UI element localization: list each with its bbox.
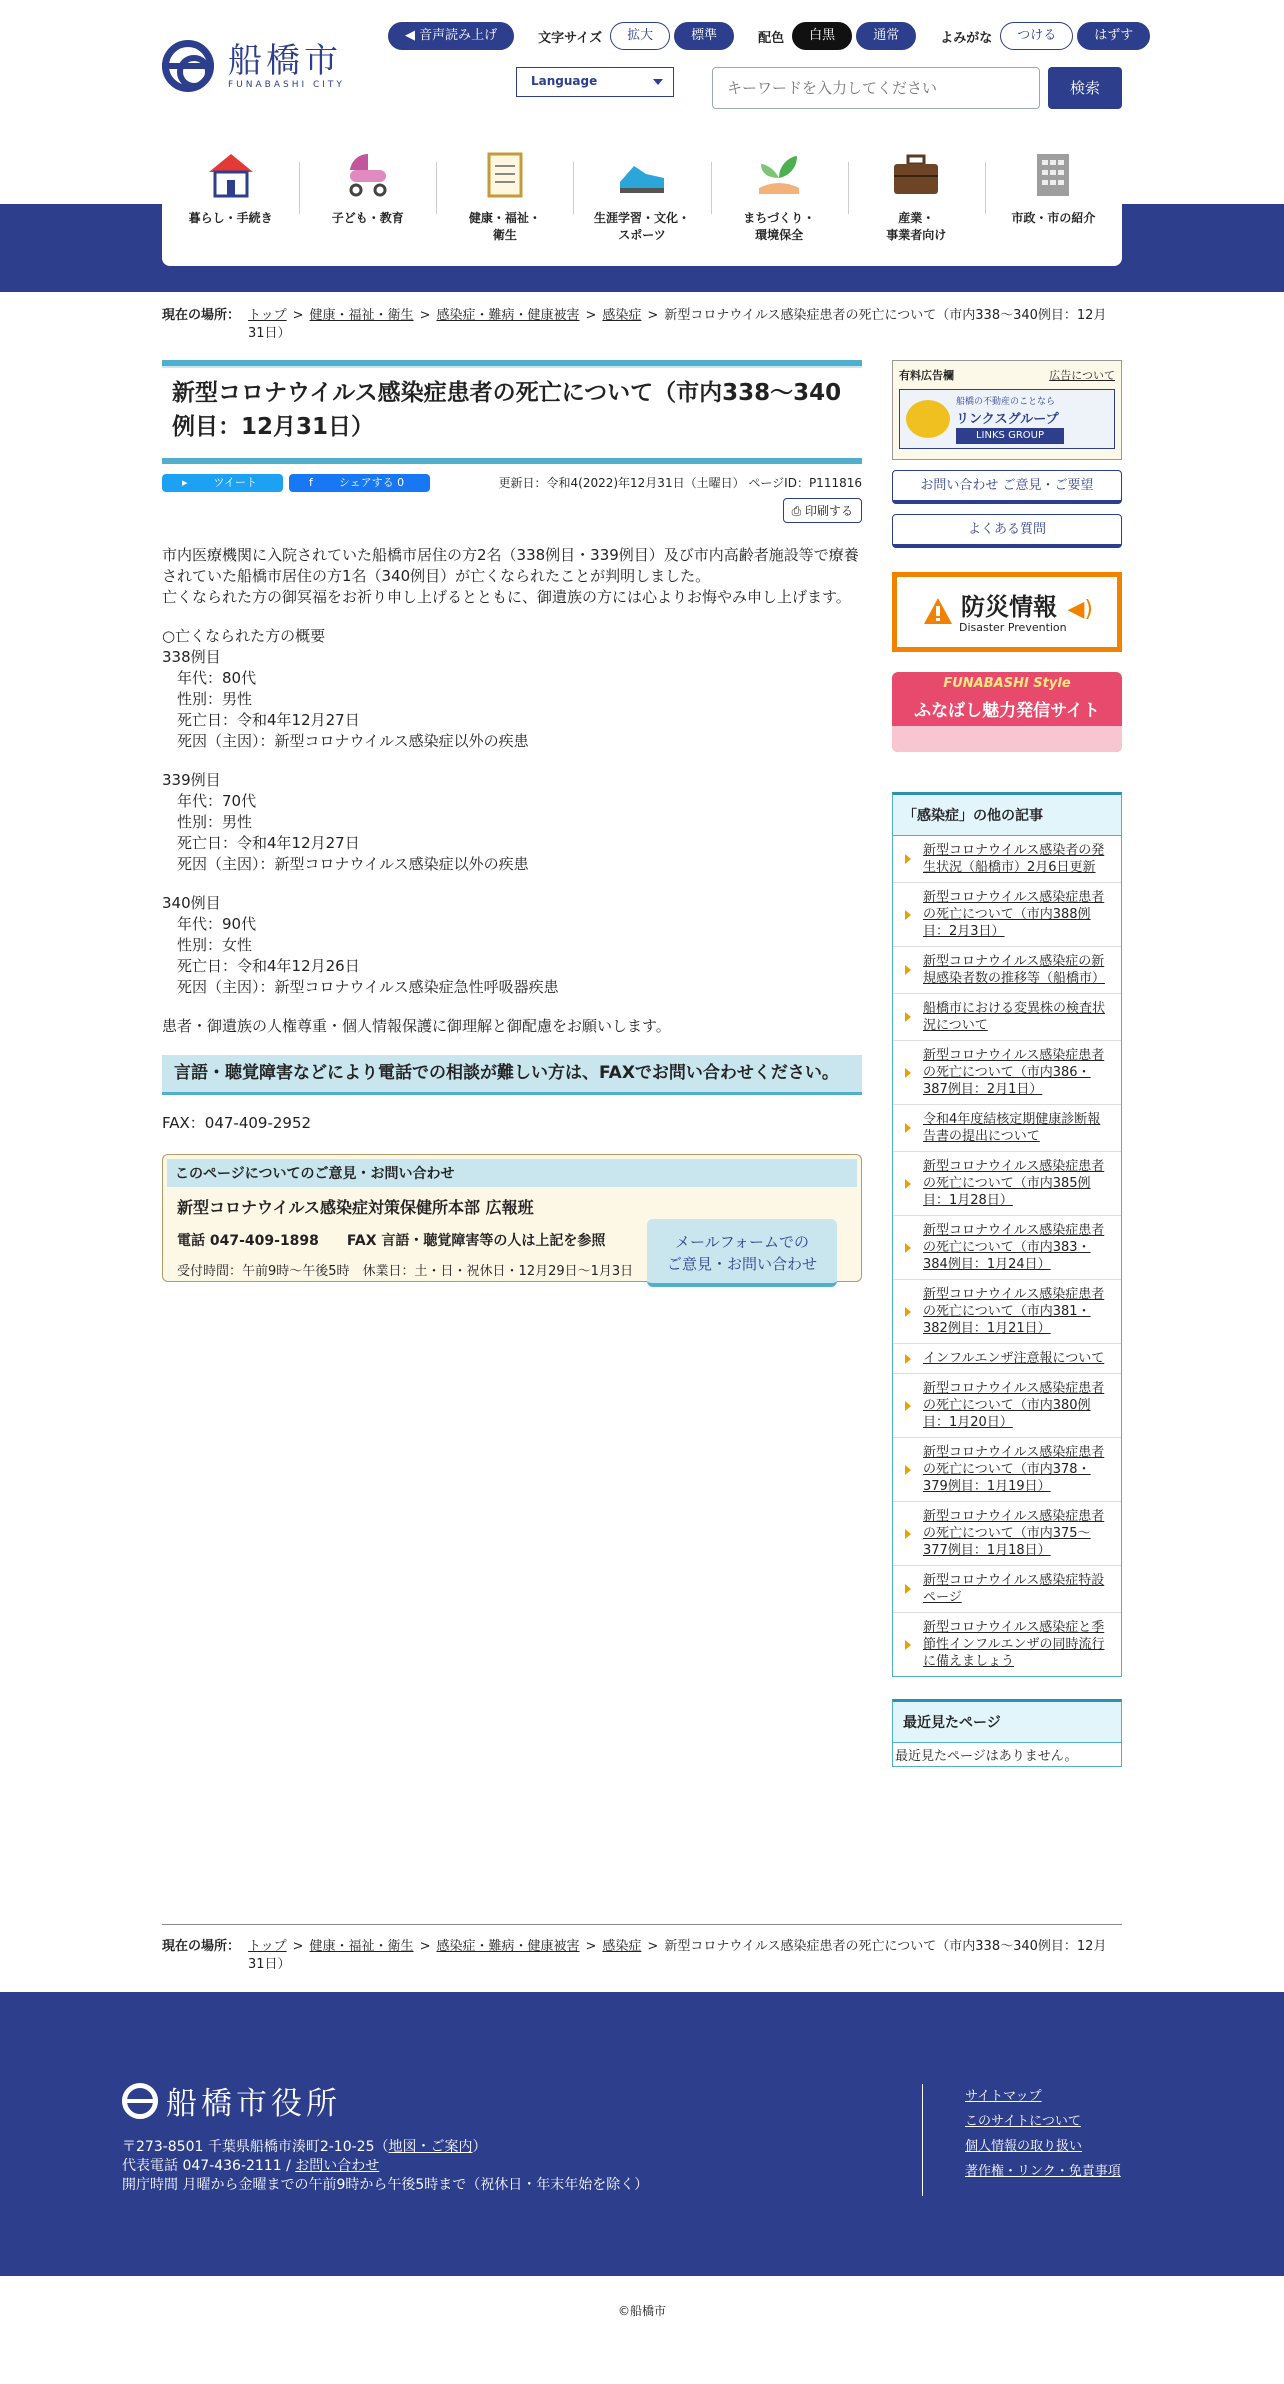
breadcrumb-link-top[interactable]: トップ — [248, 308, 287, 323]
related-item — [893, 1215, 1121, 1279]
global-nav — [162, 136, 1122, 266]
clipboard-icon — [479, 148, 531, 200]
furigana-on-button[interactable]: つける — [1000, 22, 1073, 50]
paragraph: ○亡くなられた方の概要 338例目 年代：80代 性別：男性 死亡日：令和4年12月27日 死因（主因）：新型コロナウイルス感染症以外の疾患 — [162, 627, 529, 750]
related-item — [893, 1565, 1121, 1612]
breadcrumb-link-health[interactable]: 健康・福祉・衛生 — [309, 1939, 414, 1954]
page-title: 新型コロナウイルス感染症患者の死亡について（市内338～340例目：12月31日） — [172, 380, 842, 440]
site-logo[interactable] — [162, 40, 345, 92]
logo-jp: 船橋市 — [228, 41, 342, 81]
ad-banner-links[interactable] — [899, 389, 1115, 449]
breadcrumb-label: 現在の場所： — [162, 308, 241, 323]
breadcrumb-label: 現在の場所： — [162, 1939, 241, 1954]
contact-tel: 電話 047-409-1898 FAX 言語・聴覚障害等の人は上記を参照 — [177, 1233, 606, 1249]
search-button[interactable]: 検索 — [1048, 67, 1122, 109]
ad-box — [892, 360, 1122, 460]
updated-date: 更新日：令和4(2022)年12月31日（土曜日） — [498, 476, 745, 490]
breadcrumb-current: 新型コロナウイルス感染症患者の死亡について（市内338～340例目：12月31日） — [248, 1939, 1107, 1972]
paragraph: 患者・御遺族の人権尊重・個人情報保護に御理解と御配慮をお願いします。 — [162, 1017, 671, 1035]
sidebar — [892, 360, 1122, 1767]
search-input[interactable] — [712, 67, 1040, 109]
related-item — [893, 1501, 1121, 1565]
related-link[interactable]: 新型コロナウイルス感染症患者の死亡について（市内383・384例目：1月24日） — [923, 1223, 1105, 1272]
recent-pages — [892, 1699, 1122, 1767]
sneaker-icon — [616, 148, 668, 200]
facebook-icon: f — [308, 476, 313, 489]
chevron-down-icon — [653, 79, 663, 85]
breadcrumb: 現在の場所： トップ > 健康・福祉・衛生 > 感染症・難病・健康被害 > 感染症 > 新型コロナウイルス感染症患者の死亡について（市内338～340例目：12月31日） — [162, 308, 1107, 341]
mail-form-button[interactable]: メールフォームでの ご意見・お問い合わせ — [647, 1219, 837, 1287]
nav-learning[interactable]: 生涯学習・文化・ スポーツ — [573, 136, 710, 266]
related-link[interactable]: 新型コロナウイルス感染症患者の死亡について（市内378・379例目：1月19日） — [923, 1445, 1105, 1494]
breadcrumb-link-health[interactable]: 健康・福祉・衛生 — [309, 308, 414, 323]
furigana-off-button[interactable]: はずす — [1077, 22, 1150, 50]
breadcrumb-link-infection[interactable]: 感染症・難病・健康被害 — [436, 308, 580, 323]
briefcase-icon — [890, 148, 942, 200]
related-item — [893, 1279, 1121, 1343]
sprout-icon — [753, 148, 805, 200]
related-item — [893, 946, 1121, 993]
tweet-button[interactable]: ▸ツイート — [162, 474, 283, 492]
breadcrumb-bottom: 現在の場所： トップ > 健康・福祉・衛生 > 感染症・難病・健康被害 > 感染症 > 新型コロナウイルス感染症患者の死亡について（市内338～340例目：12月31日） — [162, 1939, 1107, 1972]
related-item — [893, 1343, 1121, 1373]
privacy-link[interactable]: 個人情報の取り扱い — [965, 2139, 1083, 2154]
stroller-icon — [342, 148, 394, 200]
style-title-jp: ふなばし魅力発信サイト — [914, 701, 1100, 721]
font-size-label: 文字サイズ — [538, 30, 603, 46]
faq-button[interactable]: よくある質問 — [892, 514, 1122, 548]
related-item — [893, 882, 1121, 946]
site-footer — [0, 1992, 1284, 2276]
contact-dept: 新型コロナウイルス感染症対策保健所本部 広報班 — [177, 1198, 534, 1217]
ad-banner-top: 船橋の不動産のことなら — [956, 397, 1056, 407]
breadcrumb-link-infection[interactable]: 感染症・難病・健康被害 — [436, 1939, 580, 1954]
related-link[interactable]: 新型コロナウイルス感染症患者の死亡について（市内386・387例目：2月1日） — [923, 1048, 1105, 1097]
breadcrumb-link-top[interactable]: トップ — [248, 1939, 287, 1954]
facebook-share-button[interactable]: fシェアする 0 — [289, 474, 430, 492]
related-link[interactable]: 新型コロナウイルス感染者の発生状況（船橋市）2月6日更新 — [923, 843, 1105, 875]
nav-cityhall[interactable]: 市政・市の紹介 — [985, 136, 1122, 266]
related-link[interactable]: 新型コロナウイルス感染症の新規感染者数の推移等（船橋市） — [923, 954, 1106, 986]
ad-banner-name: リンクスグループ — [956, 412, 1059, 427]
related-item — [893, 1040, 1121, 1104]
contact-hours: 受付時間：午前9時～午後5時 休業日：土・日・祝休日・12月29日～1月3日 — [177, 1264, 634, 1279]
font-standard-button[interactable]: 標準 — [674, 22, 734, 50]
footer-logo[interactable]: 船橋市役所 — [122, 2078, 341, 2123]
paragraph: 340例目 年代：90代 性別：女性 死亡日：令和4年12月26日 死因（主因）：新型コロナウイルス感染症急性呼吸器疾患 — [162, 894, 559, 996]
footer-address: 〒273-8501 千葉県船橋市湊町2-10-25（地図・ご案内） 代表電話 047-436-2111 / お問い合わせ 開庁時間 月曜から金曜までの午前9時から午後5時まで（祝休日・年末年始を除く） — [122, 2139, 649, 2193]
site-header — [0, 0, 1284, 292]
related-articles — [892, 792, 1122, 1677]
font-large-button[interactable]: 拡大 — [610, 22, 670, 50]
related-link[interactable]: 新型コロナウイルス感染症患者の死亡について（市内385例目：1月28日） — [923, 1159, 1105, 1208]
twitter-icon: ▸ — [182, 476, 188, 489]
ad-banner-en: LINKS GROUP — [956, 428, 1064, 444]
map-link[interactable]: 地図・ご案内 — [388, 2139, 473, 2155]
footer-links — [922, 2084, 1121, 2196]
disaster-title: 防災情報 — [961, 593, 1057, 621]
furigana-label: よみがな — [940, 30, 993, 46]
recent-body: 最近見たページはありません。 — [895, 1749, 1078, 1764]
inquiry-button[interactable]: お問い合わせ ご意見・ご要望 — [892, 470, 1122, 504]
related-link[interactable]: インフルエンザ注意報について — [923, 1351, 1105, 1366]
nav-town[interactable]: まちづくり・ 環境保全 — [711, 136, 848, 266]
fax-heading: 言語・聴覚障害などにより電話での相談が難しい方は、FAXでお問い合わせください。 — [162, 1055, 862, 1095]
nav-industry[interactable]: 産業・ 事業者向け — [848, 136, 985, 266]
paragraph: 市内医療機関に入院されていた船橋市居住の方2名（338例目・339例目）及び市内高齢者施設等で療養されていた船橋市居住の方1名（340例目）が亡くなられたことが判明しました。 亡くなられた方の御冥福をお祈り申し上げるとともに、御遺族の方には心よりお悔やみ申し上げます。 — [162, 546, 859, 606]
color-label: 配色 — [758, 30, 785, 46]
title-box — [162, 360, 862, 464]
contact-heading: このページについてのご意見・お問い合わせ — [167, 1159, 857, 1187]
language-select[interactable]: Language — [516, 67, 674, 97]
related-link[interactable]: 令和4年度結核定期健康診断報告書の提出について — [923, 1112, 1101, 1144]
style-title-en: FUNABASHI Style — [943, 676, 1071, 691]
copyright-link[interactable]: 著作権・リンク・免責事項 — [965, 2164, 1121, 2179]
links-logo-icon — [906, 400, 950, 438]
ad-about-link[interactable]: 広告について — [1049, 369, 1115, 382]
city-emblem-icon — [122, 2083, 158, 2119]
paragraph: 339例目 年代：70代 性別：男性 死亡日：令和4年12月27日 死因（主因）：新型コロナウイルス感染症以外の疾患 — [162, 771, 529, 873]
printer-icon: ⎙ — [791, 504, 805, 518]
divider — [162, 1924, 1122, 1925]
related-link[interactable]: 新型コロナウイルス感染症患者の死亡について（市内375～377例目：1月18日） — [923, 1509, 1105, 1558]
related-item — [893, 1437, 1121, 1501]
related-item — [893, 1104, 1121, 1151]
funabashi-style-banner[interactable] — [892, 672, 1122, 752]
article-body — [162, 523, 862, 1134]
related-link[interactable]: 新型コロナウイルス感染症患者の死亡について（市内388例目：2月3日） — [923, 890, 1105, 939]
disaster-banner[interactable] — [892, 572, 1122, 652]
color-normal-button[interactable]: 通常 — [856, 22, 916, 50]
main-content — [162, 360, 862, 1282]
related-link[interactable]: 新型コロナウイルス感染症特設ページ — [923, 1573, 1105, 1605]
related-item — [893, 1373, 1121, 1437]
warning-icon — [923, 597, 953, 625]
about-site-link[interactable]: このサイトについて — [965, 2114, 1081, 2129]
townscape-image — [892, 726, 1122, 752]
related-heading: 「感染症」の他の記事 — [893, 795, 1121, 836]
related-item — [893, 1151, 1121, 1215]
ad-label: 有料広告欄 — [899, 369, 954, 382]
breadcrumb-link-kansensho[interactable]: 感染症 — [602, 1939, 642, 1954]
sitemap-link[interactable]: サイトマップ — [965, 2089, 1042, 2104]
related-list — [893, 836, 1121, 1676]
color-bw-button[interactable]: 白黒 — [792, 22, 852, 50]
breadcrumb-current: 新型コロナウイルス感染症患者の死亡について（市内338～340例目：12月31日） — [248, 308, 1107, 341]
disaster-subtitle: Disaster Prevention — [959, 621, 1067, 634]
recent-heading: 最近見たページ — [893, 1702, 1121, 1743]
nav-children[interactable]: 子ども・教育 — [299, 136, 436, 266]
print-button[interactable]: ⎙ 印刷する — [783, 498, 862, 523]
page-id: ページID：P111816 — [748, 476, 862, 490]
related-link[interactable]: 新型コロナウイルス感染症患者の死亡について（市内381・382例目：1月21日） — [923, 1287, 1105, 1336]
contact-box — [162, 1154, 862, 1282]
related-item — [893, 993, 1121, 1040]
related-item — [893, 836, 1121, 882]
utility-bar — [388, 22, 1150, 50]
copyright: ©船橋市 — [617, 2304, 666, 2318]
house-icon — [205, 148, 257, 200]
logo-en: FUNABASHI CITY — [228, 80, 345, 90]
meta-row — [162, 474, 862, 492]
related-link[interactable]: 新型コロナウイルス感染症と季節性インフルエンザの同時流行に備えましょう — [923, 1620, 1105, 1669]
speaker-icon: ◀ — [405, 28, 420, 43]
nav-living[interactable]: 暮らし・手続き — [162, 136, 299, 266]
speaker-icon: ◀) — [1067, 597, 1093, 622]
building-icon — [1027, 148, 1079, 200]
breadcrumb-link-kansensho[interactable]: 感染症 — [602, 308, 642, 323]
contact-link[interactable]: お問い合わせ — [295, 2158, 380, 2174]
related-link[interactable]: 新型コロナウイルス感染症患者の死亡について（市内380例目：1月20日） — [923, 1381, 1105, 1430]
voice-read-button[interactable]: ◀ 音声読み上げ — [388, 22, 514, 50]
related-item — [893, 1612, 1121, 1676]
nav-health[interactable]: 健康・福祉・ 衛生 — [436, 136, 573, 266]
city-emblem-icon — [162, 40, 214, 92]
fax-number: FAX：047-409-2952 — [162, 1114, 312, 1132]
related-link[interactable]: 船橋市における変異株の検査状況について — [923, 1001, 1106, 1033]
